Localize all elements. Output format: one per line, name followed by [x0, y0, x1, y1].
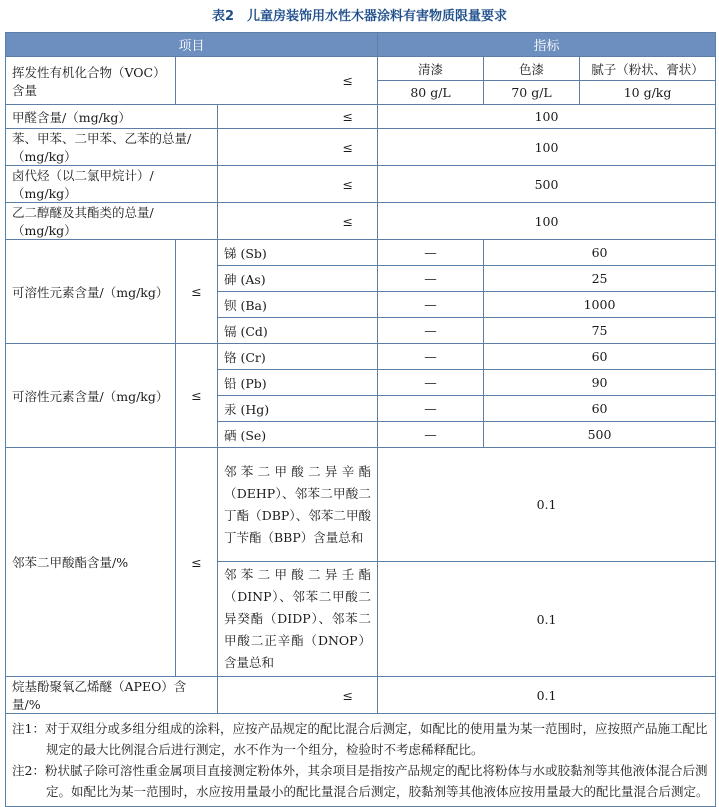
phthalate-desc: 邻苯二甲酸二异辛酯（DEHP）、邻苯二甲酸二丁酯（DBP）、邻苯二甲酸丁苄酯（BBP）含量总和	[218, 448, 378, 562]
voc-val-putty: 10 g/kg	[580, 81, 716, 105]
table-row	[6, 240, 716, 266]
voc-col-color: 色漆	[484, 57, 580, 81]
voc-label: 挥发性有机化合物（VOC）含量	[6, 57, 176, 105]
element-value: 1000	[484, 292, 716, 318]
element-value: 60	[484, 344, 716, 370]
element-dash: —	[378, 240, 484, 266]
element-value: 90	[484, 370, 716, 396]
element-name: 铬 (Cr)	[218, 344, 378, 370]
row-op: ≤	[218, 105, 378, 129]
voc-col-putty: 腻子（粉状、膏状）	[580, 57, 716, 81]
table-row	[6, 448, 716, 562]
element-dash: —	[378, 370, 484, 396]
apeo-label: 烷基酚聚氧乙烯醚（APEO）含量/%	[6, 677, 218, 714]
row-op: ≤	[218, 166, 378, 203]
row-label: 甲醛含量/（mg/kg）	[6, 105, 218, 129]
element-name: 汞 (Hg)	[218, 396, 378, 422]
soluble2-label: 可溶性元素含量/（mg/kg）	[6, 344, 176, 448]
apeo-op: ≤	[218, 677, 378, 714]
row-label: 乙二醇醚及其酯类的总量/（mg/kg）	[6, 203, 218, 240]
element-value: 60	[484, 396, 716, 422]
table-title: 表2 儿童房装饰用水性木器涂料有害物质限量要求	[211, 9, 508, 24]
notes-cell	[6, 714, 716, 807]
table-row	[6, 105, 716, 129]
limits-table	[5, 32, 716, 807]
voc-val-clear: 80 g/L	[378, 81, 484, 105]
element-dash: —	[378, 292, 484, 318]
soluble2-op: ≤	[176, 344, 218, 448]
table-row	[6, 166, 716, 203]
element-dash: —	[378, 318, 484, 344]
element-name: 镉 (Cd)	[218, 318, 378, 344]
element-value: 60	[484, 240, 716, 266]
element-value: 500	[484, 422, 716, 448]
voc-op: ≤	[176, 57, 378, 105]
element-value: 75	[484, 318, 716, 344]
row-label: 苯、甲苯、二甲苯、乙苯的总量/（mg/kg）	[6, 129, 218, 166]
element-name: 砷 (As)	[218, 266, 378, 292]
element-value: 25	[484, 266, 716, 292]
element-dash: —	[378, 422, 484, 448]
table-row	[6, 677, 716, 714]
phthalate-value: 0.1	[378, 562, 716, 677]
soluble1-op: ≤	[176, 240, 218, 344]
element-dash: —	[378, 396, 484, 422]
element-name: 硒 (Se)	[218, 422, 378, 448]
element-name: 锑 (Sb)	[218, 240, 378, 266]
element-name: 铅 (Pb)	[218, 370, 378, 396]
table-row	[6, 344, 716, 370]
row-op: ≤	[218, 203, 378, 240]
apeo-value: 0.1	[378, 677, 716, 714]
soluble1-label: 可溶性元素含量/（mg/kg）	[6, 240, 176, 344]
phthalate-desc: 邻苯二甲酸二异壬酯（DINP）、邻苯二甲酸二异癸酯（DIDP）、邻苯二甲酸二正辛酯（DNOP）含量总和	[218, 562, 378, 677]
table-row	[6, 203, 716, 240]
voc-row	[6, 57, 716, 81]
row-value: 100	[378, 105, 716, 129]
row-value: 100	[378, 129, 716, 166]
note-2: 注2：粉状腻子除可溶性重金属项目直接测定粉体外，其余项目是指按产品规定的配比将粉体与水或胶黏剂等其他液体混合后测定。如配比为某一范围时，水应按用量最小的配比量混合后测定，胶黏剂等其他液体应按用量最大的配比量混合后测定。	[12, 763, 709, 799]
phthalate-op: ≤	[176, 448, 218, 677]
element-dash: —	[378, 266, 484, 292]
row-op: ≤	[218, 129, 378, 166]
phthalate-value: 0.1	[378, 448, 716, 562]
notes-row	[6, 714, 716, 807]
note-1: 注1：对于双组分或多组分组成的涂料，应按产品规定的配比混合后测定，如配比的使用量为某一范围时，应按照产品施工配比规定的最大比例混合后进行测定，水不作为一个组分，检验时不考虑稀释配比。	[12, 721, 708, 757]
header-row	[6, 33, 716, 57]
header-item: 项目	[6, 33, 378, 57]
row-value: 500	[378, 166, 716, 203]
element-name: 钡 (Ba)	[218, 292, 378, 318]
voc-col-clear: 清漆	[378, 57, 484, 81]
phthalate-label: 邻苯二甲酸酯含量/%	[6, 448, 176, 677]
element-dash: —	[378, 344, 484, 370]
row-value: 100	[378, 203, 716, 240]
row-label: 卤代烃（以二氯甲烷计）/（mg/kg）	[6, 166, 218, 203]
header-indicator: 指标	[378, 33, 716, 57]
table-row	[6, 129, 716, 166]
voc-val-color: 70 g/L	[484, 81, 580, 105]
